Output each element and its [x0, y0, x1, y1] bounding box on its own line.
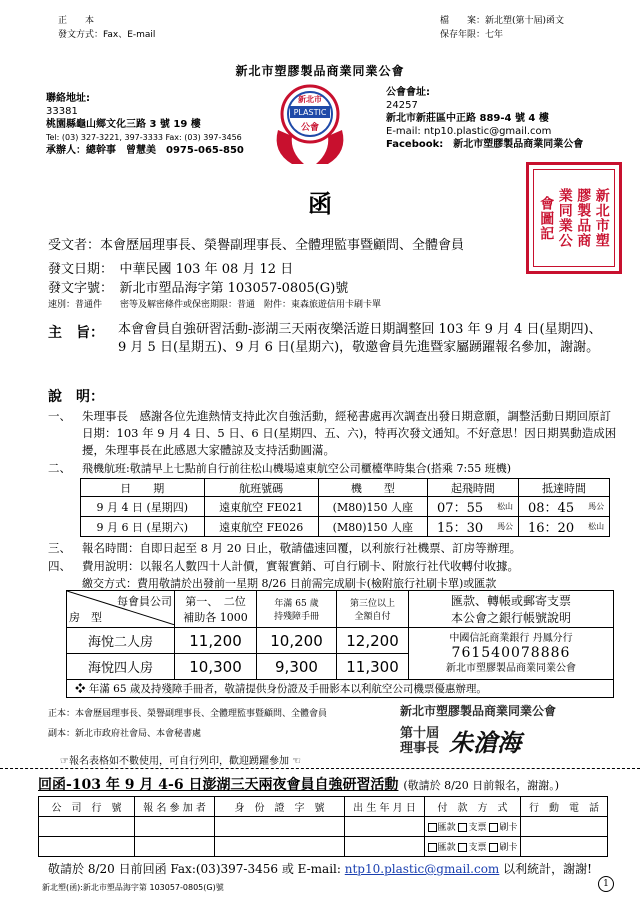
document-id: 新北塑(函):新北市塑品海字第 103057-0805(G)號 — [42, 883, 224, 892]
price-col-3-header: 第三位以上 全額自付 — [337, 591, 409, 628]
bank-info: 中國信託商業銀行 丹鳳分行 761540078886 新北市塑膠製品商業同業公會 — [409, 628, 614, 680]
company-field[interactable] — [39, 817, 135, 837]
price-col-2-header: 年滿 65 歲 持殘障手冊 — [257, 591, 337, 628]
issue-number: 發文字號： 新北市塑品海字第 103057-0805(G)號 — [48, 281, 349, 296]
remit-checkbox[interactable] — [428, 823, 437, 832]
payment-method: 繳交方式：費用敬請於出發前一星期 8/26 日前需完成刷卡(檢附旅行社刷卡單)或匯款 — [82, 577, 497, 590]
id-number-field[interactable] — [215, 817, 345, 837]
price-table — [66, 590, 614, 698]
card-checkbox[interactable] — [489, 823, 498, 832]
description-item-4: 四、 費用說明：以報名人數四十人計價，實報實銷、可自行刷卡、附旅行社代收轉付收據。 — [48, 559, 519, 573]
official-seal: 新北市塑 膠製品商 業同業公 會圖記 — [526, 162, 622, 274]
reply-email-link[interactable]: ntp10.plastic@gmail.com — [344, 862, 500, 876]
discount-note: ❖ 年滿 65 歲及持殘障手冊者，敬請提供身份證及手冊影本以利航空公司機票優惠辦理。 — [67, 680, 614, 698]
page-number: 1 — [598, 876, 614, 892]
remittance-header: 匯款、轉帳或郵寄支票 本公會之銀行帳號說明 — [409, 591, 614, 628]
office-facebook: Facebook: 新北市塑膠製品商業同業公會 — [386, 139, 584, 150]
signature-block: 新北市塑膠製品商業同業公會 第十屆 理事長 朱滄海 — [400, 704, 557, 757]
contact-left — [46, 92, 244, 157]
reply-row — [39, 817, 608, 837]
reply-form-title: 回函-103 年 9 月 4-6 日澎湖三天兩夜會員自強研習活動 (敬請於 8/20 日前報名，謝謝。) — [38, 777, 560, 793]
retention-label: 保存年限：七年 — [440, 30, 504, 40]
document-type: 函 — [308, 189, 332, 218]
price-header-row — [67, 591, 614, 628]
price-col-1-header: 第一、 二位 補助各 1000 — [175, 591, 257, 628]
recipient: 受文者：本會歷屆理事長、榮譽副理事長、全體理監事暨顧問、全體會員 — [48, 238, 465, 253]
reply-form-table — [38, 796, 608, 857]
svg-text:新北市: 新北市 — [298, 95, 322, 104]
check-checkbox[interactable] — [458, 823, 467, 832]
print-note: ☞報名表格如不數使用，可自行列印，歡迎踴躍參加 ☜ — [60, 756, 302, 767]
copy-type: 正 本 — [58, 16, 95, 26]
attendee-field[interactable] — [135, 837, 215, 857]
mailing-address-label: 聯絡地址: — [46, 93, 90, 104]
reply-instructions: 敬請於 8/20 日前回函 Fax:(03)397-3456 或 E-mail: ntp10.plastic@gmail.com 以利統計，謝謝! — [48, 862, 592, 876]
remit-checkbox[interactable] — [428, 843, 437, 852]
speed-confidentiality: 速別：普通件 密等及解密條件或保密期限：普通 附件：東森旅遊信用卡刷卡單 — [48, 300, 382, 310]
room-type-header: 每會員公司 房 型 — [67, 591, 175, 628]
description-label: 說 明： — [48, 389, 104, 405]
cc-copy: 副本：新北市政府社會局、本會秘書處 — [48, 729, 202, 739]
office-email: E-mail: ntp10.plastic@gmail.com — [386, 126, 552, 137]
issue-date: 發文日期： 中華民國 103 年 08 月 12 日 — [48, 262, 294, 277]
file-label: 檔 案：新北塑(第十屆)函文 — [440, 16, 565, 26]
office-address-label: 公會會址: — [386, 87, 430, 98]
phone-fax: Tel: (03) 327-3221, 397-3333 Fax: (03) 397-3456 — [46, 133, 242, 142]
card-checkbox[interactable] — [489, 843, 498, 852]
flight-row: 9 月 4 日 (星期四) 遠東航空 FE021 (M80)150 人座 07：55 松山 08：45 馬公 — [81, 497, 610, 517]
carbon-copy — [48, 704, 327, 744]
contact-person: 承辦人：總幹事 曾慧美 0975-065-850 — [46, 145, 244, 156]
svg-text:PLASTIC: PLASTIC — [293, 108, 327, 117]
description-item-3: 三、 報名時間：自即日起至 8 月 20 日止，敬請儘速回覆，以利旅行社機票、訂房等辦理。 — [48, 541, 522, 555]
cut-line — [0, 768, 640, 769]
birthdate-field[interactable] — [345, 837, 425, 857]
contact-right — [386, 86, 583, 151]
signature-org: 新北市塑膠製品商業同業公會 — [400, 704, 557, 718]
office-zip: 24257 — [386, 100, 418, 111]
association-logo — [270, 80, 350, 170]
flight-table — [80, 478, 610, 537]
payment-options: 匯款 支票 刷卡 — [425, 837, 521, 857]
cc-original: 正本：本會歷屆理事長、榮譽副理事長、全體理監事暨顧問、全體會員 — [48, 709, 328, 719]
description-item-1: 一、 朱理事長 感謝各位先進熱情支持此次自強活動，經秘書處再次調查出發日期意願，調整活動日期回原訂日期：103 年 9 月 4 日、5 日、6 日(星期四、五、六)，特再次發文通知。不好意思！因日期異動造成困擾，朱理事長在此感恩大家體諒及支持活動圓滿。 — [48, 409, 617, 457]
subject-text: 本會會員自強研習活動-澎湖三天兩夜樂活遊日期調整回 103 年 9 月 4 日(星期四)、9 月 5 日(星期五)、9 月 6 日(星期六)，敬邀會員先進暨家屬踴躍報名參加，謝謝。 — [118, 322, 602, 355]
mailing-address: 桃園縣龜山鄉文化三路 3 號 19 樓 — [46, 119, 201, 130]
svg-text:公會: 公會 — [300, 123, 320, 133]
send-method: 發文方式：Fax、E-mail — [58, 30, 156, 40]
birthdate-field[interactable] — [345, 817, 425, 837]
office-address: 新北市新莊區中正路 889-4 號 4 樓 — [386, 113, 549, 124]
mobile-field[interactable] — [521, 817, 608, 837]
flight-header-row: 日 期 航班號碼 機 型 起飛時間 抵達時間 — [81, 479, 610, 497]
mailing-zip: 33381 — [46, 106, 78, 117]
subject-label: 主 旨： — [48, 325, 104, 341]
price-row: 海悅二人房 11,200 10,200 12,200 中國信託商業銀行 丹鳳分行 761540078886 新北市塑膠製品商業同業公會 — [67, 628, 614, 654]
mobile-field[interactable] — [521, 837, 608, 857]
signature-name: 朱滄海 — [449, 728, 522, 757]
id-number-field[interactable] — [215, 837, 345, 857]
payment-options: 匯款 支票 刷卡 — [425, 817, 521, 837]
flight-row: 9 月 6 日 (星期六) 遠東航空 FE026 (M80)150 人座 15：30 馬公 16：20 松山 — [81, 517, 610, 537]
association-title: 新北市塑膠製品商業同業公會 — [235, 64, 405, 78]
reply-header-row: 公 司 行 號 報 名 參 加 者 身 份 證 字 號 出 生 年 月 日 付 款 方 式 行 動 電 話 — [39, 797, 608, 817]
company-field[interactable] — [39, 837, 135, 857]
check-checkbox[interactable] — [458, 843, 467, 852]
price-row: 海悅四人房 10,300 9,300 11,300 — [67, 654, 614, 680]
attendee-field[interactable] — [135, 817, 215, 837]
description-item-2: 二、 飛機航班:敬請早上七點前自行前往松山機場遠東航空公司櫃檯準時集合(搭乘 7:55 班機) — [48, 461, 511, 475]
reply-row — [39, 837, 608, 857]
